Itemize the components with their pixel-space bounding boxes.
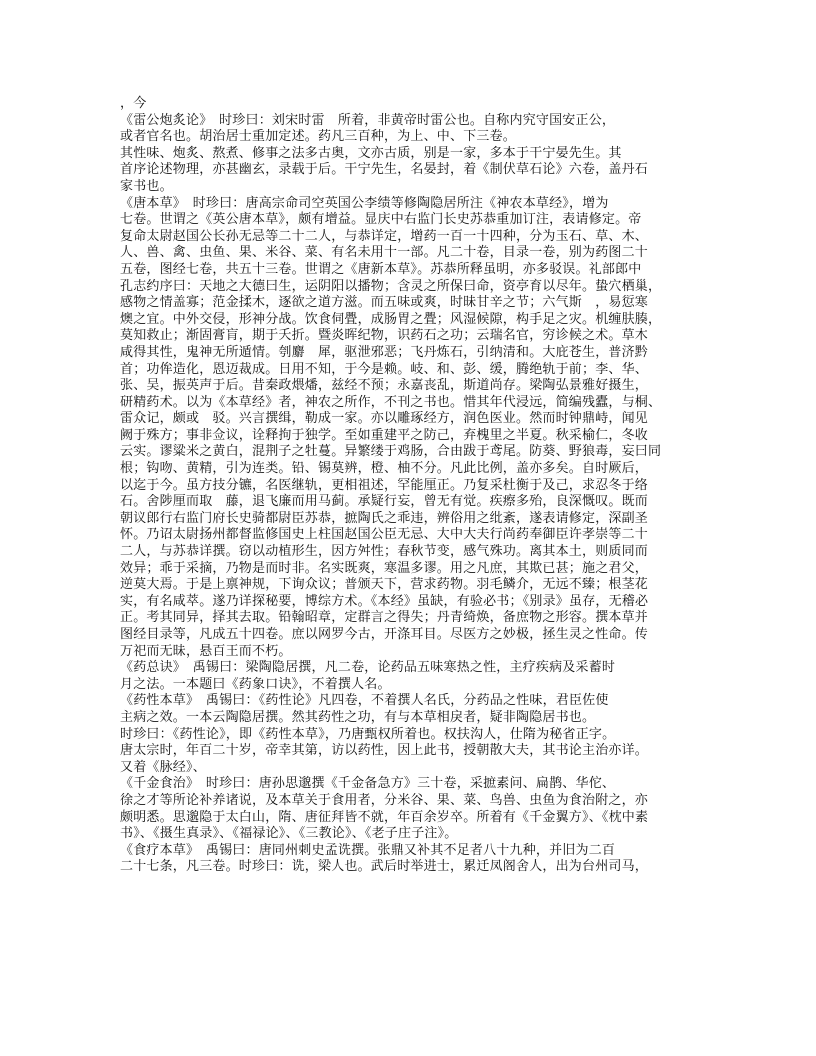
- text-line: 人、兽、禽、虫鱼、果、米谷、菜、有名未用十一部。凡二十卷，目录一卷，别为药图二十: [120, 245, 649, 261]
- text-line: 燠之宜。中外交侵，形神分战。饮食伺舋，成肠胃之舋；风湿候隙，构手足之灾。机缠肤腠，: [120, 311, 662, 327]
- text-line: 家书也。: [120, 178, 173, 194]
- text-line: 雷众记，颇或 驳。兴言撰缉，勒成一家。亦以雕琢经方，润色医业。然而时钟鼎峙，闻见: [120, 411, 649, 427]
- text-line: ，今: [120, 96, 147, 111]
- text-line: 首序论述物理，亦甚幽玄，录载于后。干宁先生，名晏封，着《制伏草石论》六卷，盖丹石: [120, 162, 649, 178]
- text-line: 月之法。一本题曰《药象口诀》，不着撰人名。: [120, 676, 391, 692]
- text-line: 研精药术。以为《本草经》者，神农之所作，不刊之书也。惜其年代浸远，简编残蠹，与桐、: [120, 394, 662, 410]
- text-line: 阙于殊方；事非佥议，诠释拘于独学。至如重建平之防己，弃槐里之半夏。秋采榆仁，冬收: [120, 427, 649, 443]
- text-line: 感物之情盖寡；范金揉木，逐欲之道方滋。而五味或爽，时昧甘辛之节；六气斯 ，易愆寒: [120, 295, 649, 311]
- text-line: 张、吴，振英声于后。昔秦政煨燔，兹经不预；永嘉丧乱，斯道尚存。梁陶弘景雅好摄生，: [120, 378, 649, 394]
- text-line: 万祀而无昧，悬百王而不朽。: [120, 643, 292, 659]
- text-line: 主病之效。一本云陶隐居撰。然其药性之功，有与本草相戾者，疑非陶隐居书也。: [120, 709, 596, 725]
- text-line: 首；功侔造化，恩迈裁成。日用不知，于今是赖。岐、和、彭、缓，腾绝轨于前；李、华、: [120, 361, 649, 377]
- text-line: 根；钩吻、黄精，引为连类。铅、锡莫辨，橙、柚不分。凡此比例，盖亦多矣。自时厥后，: [120, 461, 649, 477]
- text-line: 五卷，图经七卷，共五十三卷。世谓之《唐新本草》。苏恭所释虽明，亦多驳误。礼部郎中: [120, 261, 642, 277]
- body-text: [120, 96, 700, 876]
- text-line: 怀。乃诏太尉扬州都督监修国史上柱国赵国公臣无忌、大中大夫行尚药奉御臣许孝崇等二十: [120, 527, 649, 543]
- text-line: 《药性本草》 禹锡曰：《药性论》凡四卷，不着撰人名氏，分药品之性味，君臣佐使: [120, 693, 609, 709]
- text-line: 《唐本草》 时珍曰：唐高宗命司空英国公李绩等修陶隐居所注《神农本草经》，增为: [120, 195, 609, 211]
- text-line: 又着《脉经》、: [120, 759, 206, 775]
- text-line: 七卷。世谓之《英公唐本草》，颇有增益。显庆中右监门长史苏恭重加订注，表请修定。帝: [120, 212, 642, 228]
- text-line: 朝议郎行右监门府长史骑都尉臣苏恭，摭陶氏之乖违，辨俗用之纰紊，遂表请修定，深副圣: [120, 510, 649, 526]
- text-line: 二十七条，凡三卷。时珍曰：诜，梁人也。武后时举进士，累迁凤阁舍人，出为台州司马，: [120, 859, 649, 875]
- text-line: 实，有名咸萃。遂乃详探秘要，博综方术。《本经》虽缺，有验必书；《别录》虽存，无稽必: [120, 593, 649, 609]
- text-line: 石。舍陟厘而取 藤，退飞廉而用马蓟。承疑行妄，曾无有觉。疾瘵多殆，良深慨叹。既而: [120, 494, 649, 510]
- text-line: 效异；乖于采摘，乃物是而时非。名实既爽，寒温多谬。用之凡庶，其欺已甚；施之君父，: [120, 560, 649, 576]
- text-line: 云实。谬粱米之黄白，混荆子之牡蔓。异繁缕于鸡肠，合由跋于鸢尾。防葵、野狼毒，妄曰同: [120, 444, 662, 460]
- text-line: 书》、《摄生真录》、《福禄论》、《三教论》、《老子庄子注》。: [120, 826, 458, 842]
- text-line: 孔志约序曰：天地之大德曰生，运阴阳以播物；含灵之所保曰命，资亭育以尽年。蛰穴栖巢，: [120, 278, 662, 294]
- text-line: 咸得其性，鬼神无所遁情。刳麝 犀，驱泄邪恶；飞丹炼石，引纳清和。大庇苍生，普济黔: [120, 344, 649, 360]
- text-line: 其性味、炮炙、熬煮、修事之法多古奥，文亦古质，别是一家，多本于干宁晏先生。其: [120, 145, 622, 161]
- text-line: 徐之才等所论补养诸说，及本草关于食用者，分米谷、果、菜、鸟兽、虫鱼为食治附之，亦: [120, 792, 649, 808]
- text-line: 莫知救止；渐固膏肓，期于夭折。暨炎晖纪物，识药石之功；云瑞名官，穷诊候之术。草木: [120, 328, 649, 344]
- text-line: 图经目录等，凡成五十四卷。庶以网罗今古，开涤耳目。尽医方之妙极，拯生灵之性命。传: [120, 627, 649, 642]
- text-line: 逆莫大焉。于是上禀神规，下询众议；普颁天下，营求药物。羽毛鳞介，无远不臻；根茎花: [120, 577, 649, 593]
- text-line: 《食疗本草》 禹锡曰：唐同州刺史孟诜撰。张鼎又补其不足者八十九种，并旧为二百: [120, 842, 616, 858]
- text-line: 唐太宗时，年百二十岁，帝幸其第，访以药性，因上此书，授朝散大夫，其书论主治亦详。: [120, 743, 649, 759]
- text-line: 颇明悉。思邈隐于太白山，隋、唐征拜皆不就，年百余岁卒。所着有《千金翼方》、《枕中素: [120, 809, 649, 825]
- text-line: 以迄于今。虽方技分镳，名医继轨，更相祖述，罕能厘正。乃复采杜衡于及己，求忍冬于络: [120, 477, 649, 493]
- text-line: 复命太尉赵国公长孙无忌等二十二人，与恭详定，增药一百一十四种，分为玉石、草、木、: [120, 228, 649, 244]
- text-line: 正。考其同异，择其去取。铅翰昭章，定群言之得失；丹青绮焕，备庶物之形容。撰本草并: [120, 610, 649, 626]
- text-line: 《千金食治》 时珍曰：唐孙思邈撰《千金备急方》三十卷，采摭素问、扁鹊、华佗、: [120, 776, 616, 792]
- text-line: 或者官名也。胡治居士重加定述。药凡三百种，为上、中、下三卷。: [120, 129, 517, 145]
- text-line: 《药总诀》 禹锡曰：梁陶隐居撰，凡二卷，论药品五味寒热之性，主疗疾病及采蓄时: [120, 660, 616, 676]
- text-line: 时珍曰：《药性论》，即《药性本草》，乃唐甄权所着也。权扶沟人，仕隋为秘省正字。: [120, 726, 616, 742]
- text-line: 二人，与苏恭详撰。窃以动植形生，因方舛性；春秋节变，感气殊功。离其本土，则质同而: [120, 544, 649, 560]
- text-line: 《雷公炮炙论》 时珍曰：刘宋时雷 所着，非黄帝时雷公也。自称内究守国安正公，: [120, 112, 616, 128]
